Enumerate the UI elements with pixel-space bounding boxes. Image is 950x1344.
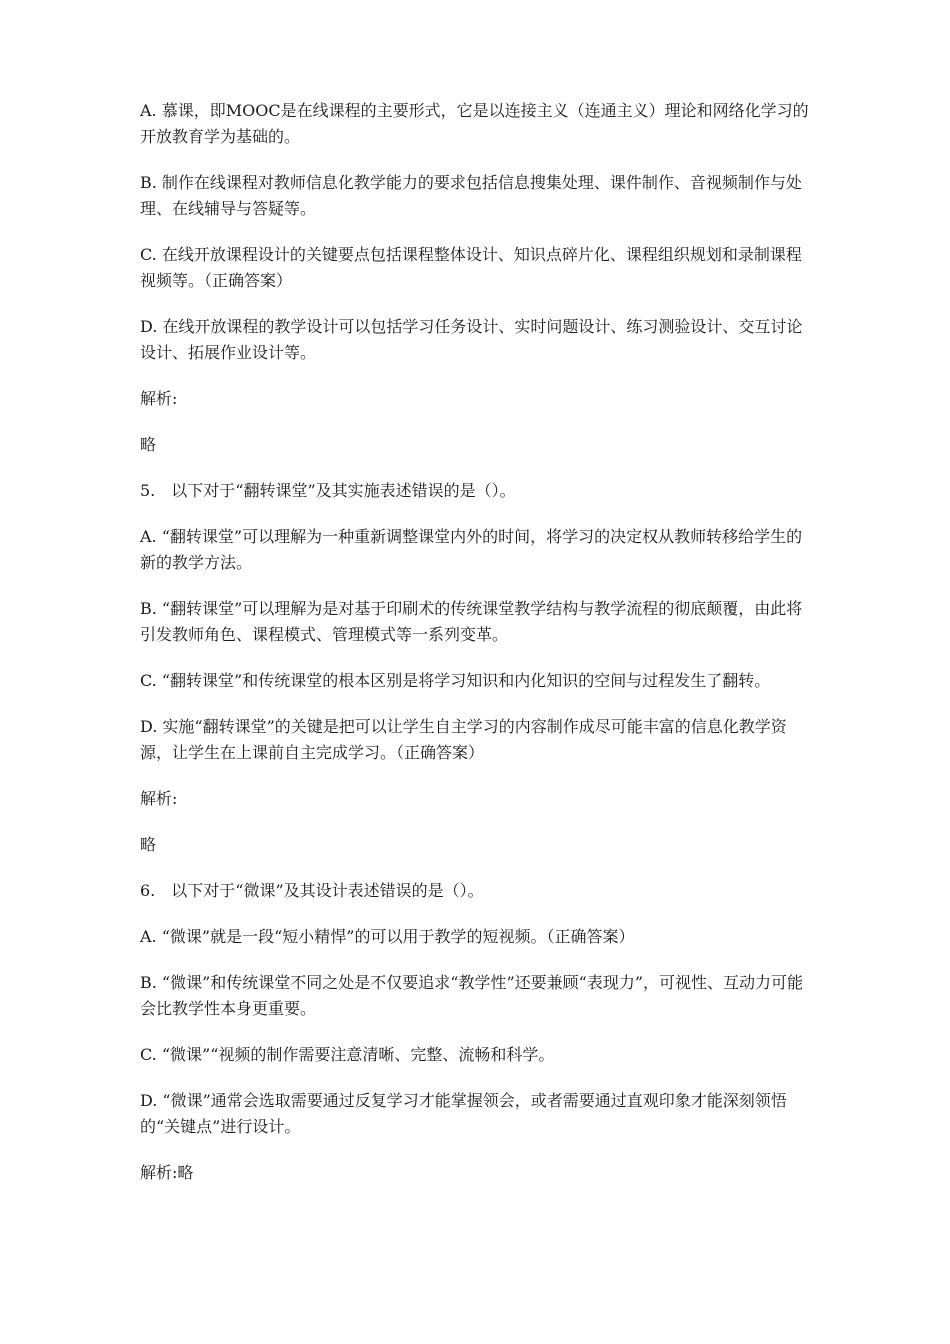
q6-analysis: 解析:略: [140, 1163, 194, 1182]
q4-option-b: B. 制作在线课程对教师信息化教学能力的要求包括信息搜集处理、课件制作、音视频制作与处理、在线辅导与答疑等。: [140, 173, 802, 218]
q4-option-a: A. 慕课，即MOOC是在线课程的主要形式，它是以连接主义（连通主义）理论和网络化学习的开放教育学为基础的。: [140, 101, 809, 146]
q6-option-c: C. “微课”“视频的制作需要注意清晰、完整、流畅和科学。: [140, 1045, 555, 1064]
q5-option-d: D. 实施“翻转课堂”的关键是把可以让学生自主学习的内容制作成尽可能丰富的信息化教学资源，让学生在上课前自主完成学习。（正确答案）: [140, 717, 787, 762]
q6-title: 6. 以下对于“微课”及其设计表述错误的是（）。: [140, 881, 484, 900]
q5-analysis-text: 略: [140, 835, 157, 854]
q4-option-c: C. 在线开放课程设计的关键要点包括课程整体设计、知识点碎片化、课程组织规划和录制课程视频等。（正确答案）: [140, 245, 802, 290]
q4-analysis-label: 解析:: [140, 389, 178, 408]
q5-analysis-label: 解析:: [140, 789, 178, 808]
q6-option-a: A. “微课”就是一段“短小精悍”的可以用于教学的短视频。（正确答案）: [140, 927, 635, 946]
q5-option-c: C. “翻转课堂”和传统课堂的根本区别是将学习知识和内化知识的空间与过程发生了翻转。: [140, 671, 771, 690]
document-page: [140, 98, 810, 1186]
q5-option-b: B. “翻转课堂”可以理解为是对基于印刷术的传统课堂教学结构与教学流程的彻底颠覆，由此将引发教师角色、课程模式、管理模式等一系列变革。: [140, 599, 803, 644]
q6-option-d: D. “微课”通常会选取需要通过反复学习才能掌握领会，或者需要通过直观印象才能深刻领悟的“关键点”进行设计。: [140, 1091, 787, 1136]
q5-title: 5. 以下对于“翻转课堂”及其实施表述错误的是（）。: [140, 481, 516, 500]
q4-option-d: D. 在线开放课程的教学设计可以包括学习任务设计、实时问题设计、练习测验设计、交互讨论设计、拓展作业设计等。: [140, 317, 803, 362]
q4-analysis-text: 略: [140, 435, 157, 454]
q5-option-a: A. “翻转课堂”可以理解为一种重新调整课堂内外的时间，将学习的决定权从教师转移给学生的新的教学方法。: [140, 527, 803, 572]
q6-option-b: B. “微课”和传统课堂不同之处是不仅要追求“教学性”还要兼顾“表现力”，可视性、互动力可能会比教学性本身更重要。: [140, 973, 804, 1018]
